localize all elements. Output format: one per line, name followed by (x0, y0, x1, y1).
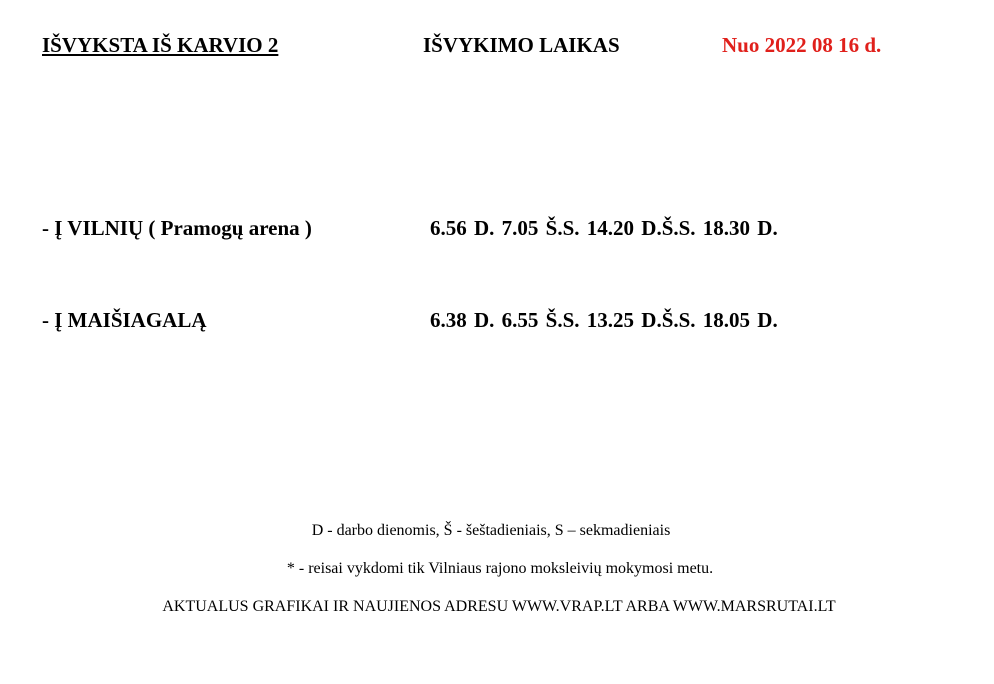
route-destination: - Į MAIŠIAGALĄ (42, 308, 207, 332)
route-destination: - Į VILNIŲ ( Pramogų arena ) (42, 216, 312, 240)
route-row (0, 308, 994, 338)
day-legend: D - darbo dienomis, Š - šeštadieniais, S – sekmadieniais (311, 522, 671, 539)
departure-stop-title: IŠVYKSTA IŠ KARVIO 2 (42, 33, 279, 57)
footnote: * - reisai vykdomi tik Vilniaus rajono moksleivių mokymosi metu. (286, 560, 714, 577)
route-row (0, 216, 994, 246)
valid-from-date: Nuo 2022 08 16 d. (722, 33, 882, 57)
departure-time-heading: IŠVYKIMO LAIKAS (423, 33, 620, 57)
website-links: AKTUALUS GRAFIKAI IR NAUJIENOS ADRESU WWW.VRAP.LT ARBA WWW.MARSRUTAI.LT (162, 598, 836, 615)
route-times: 6.38 D. 6.55 Š.S. 13.25 D.Š.S. 18.05 D. (430, 308, 778, 332)
route-times: 6.56 D. 7.05 Š.S. 14.20 D.Š.S. 18.30 D. (430, 216, 778, 240)
